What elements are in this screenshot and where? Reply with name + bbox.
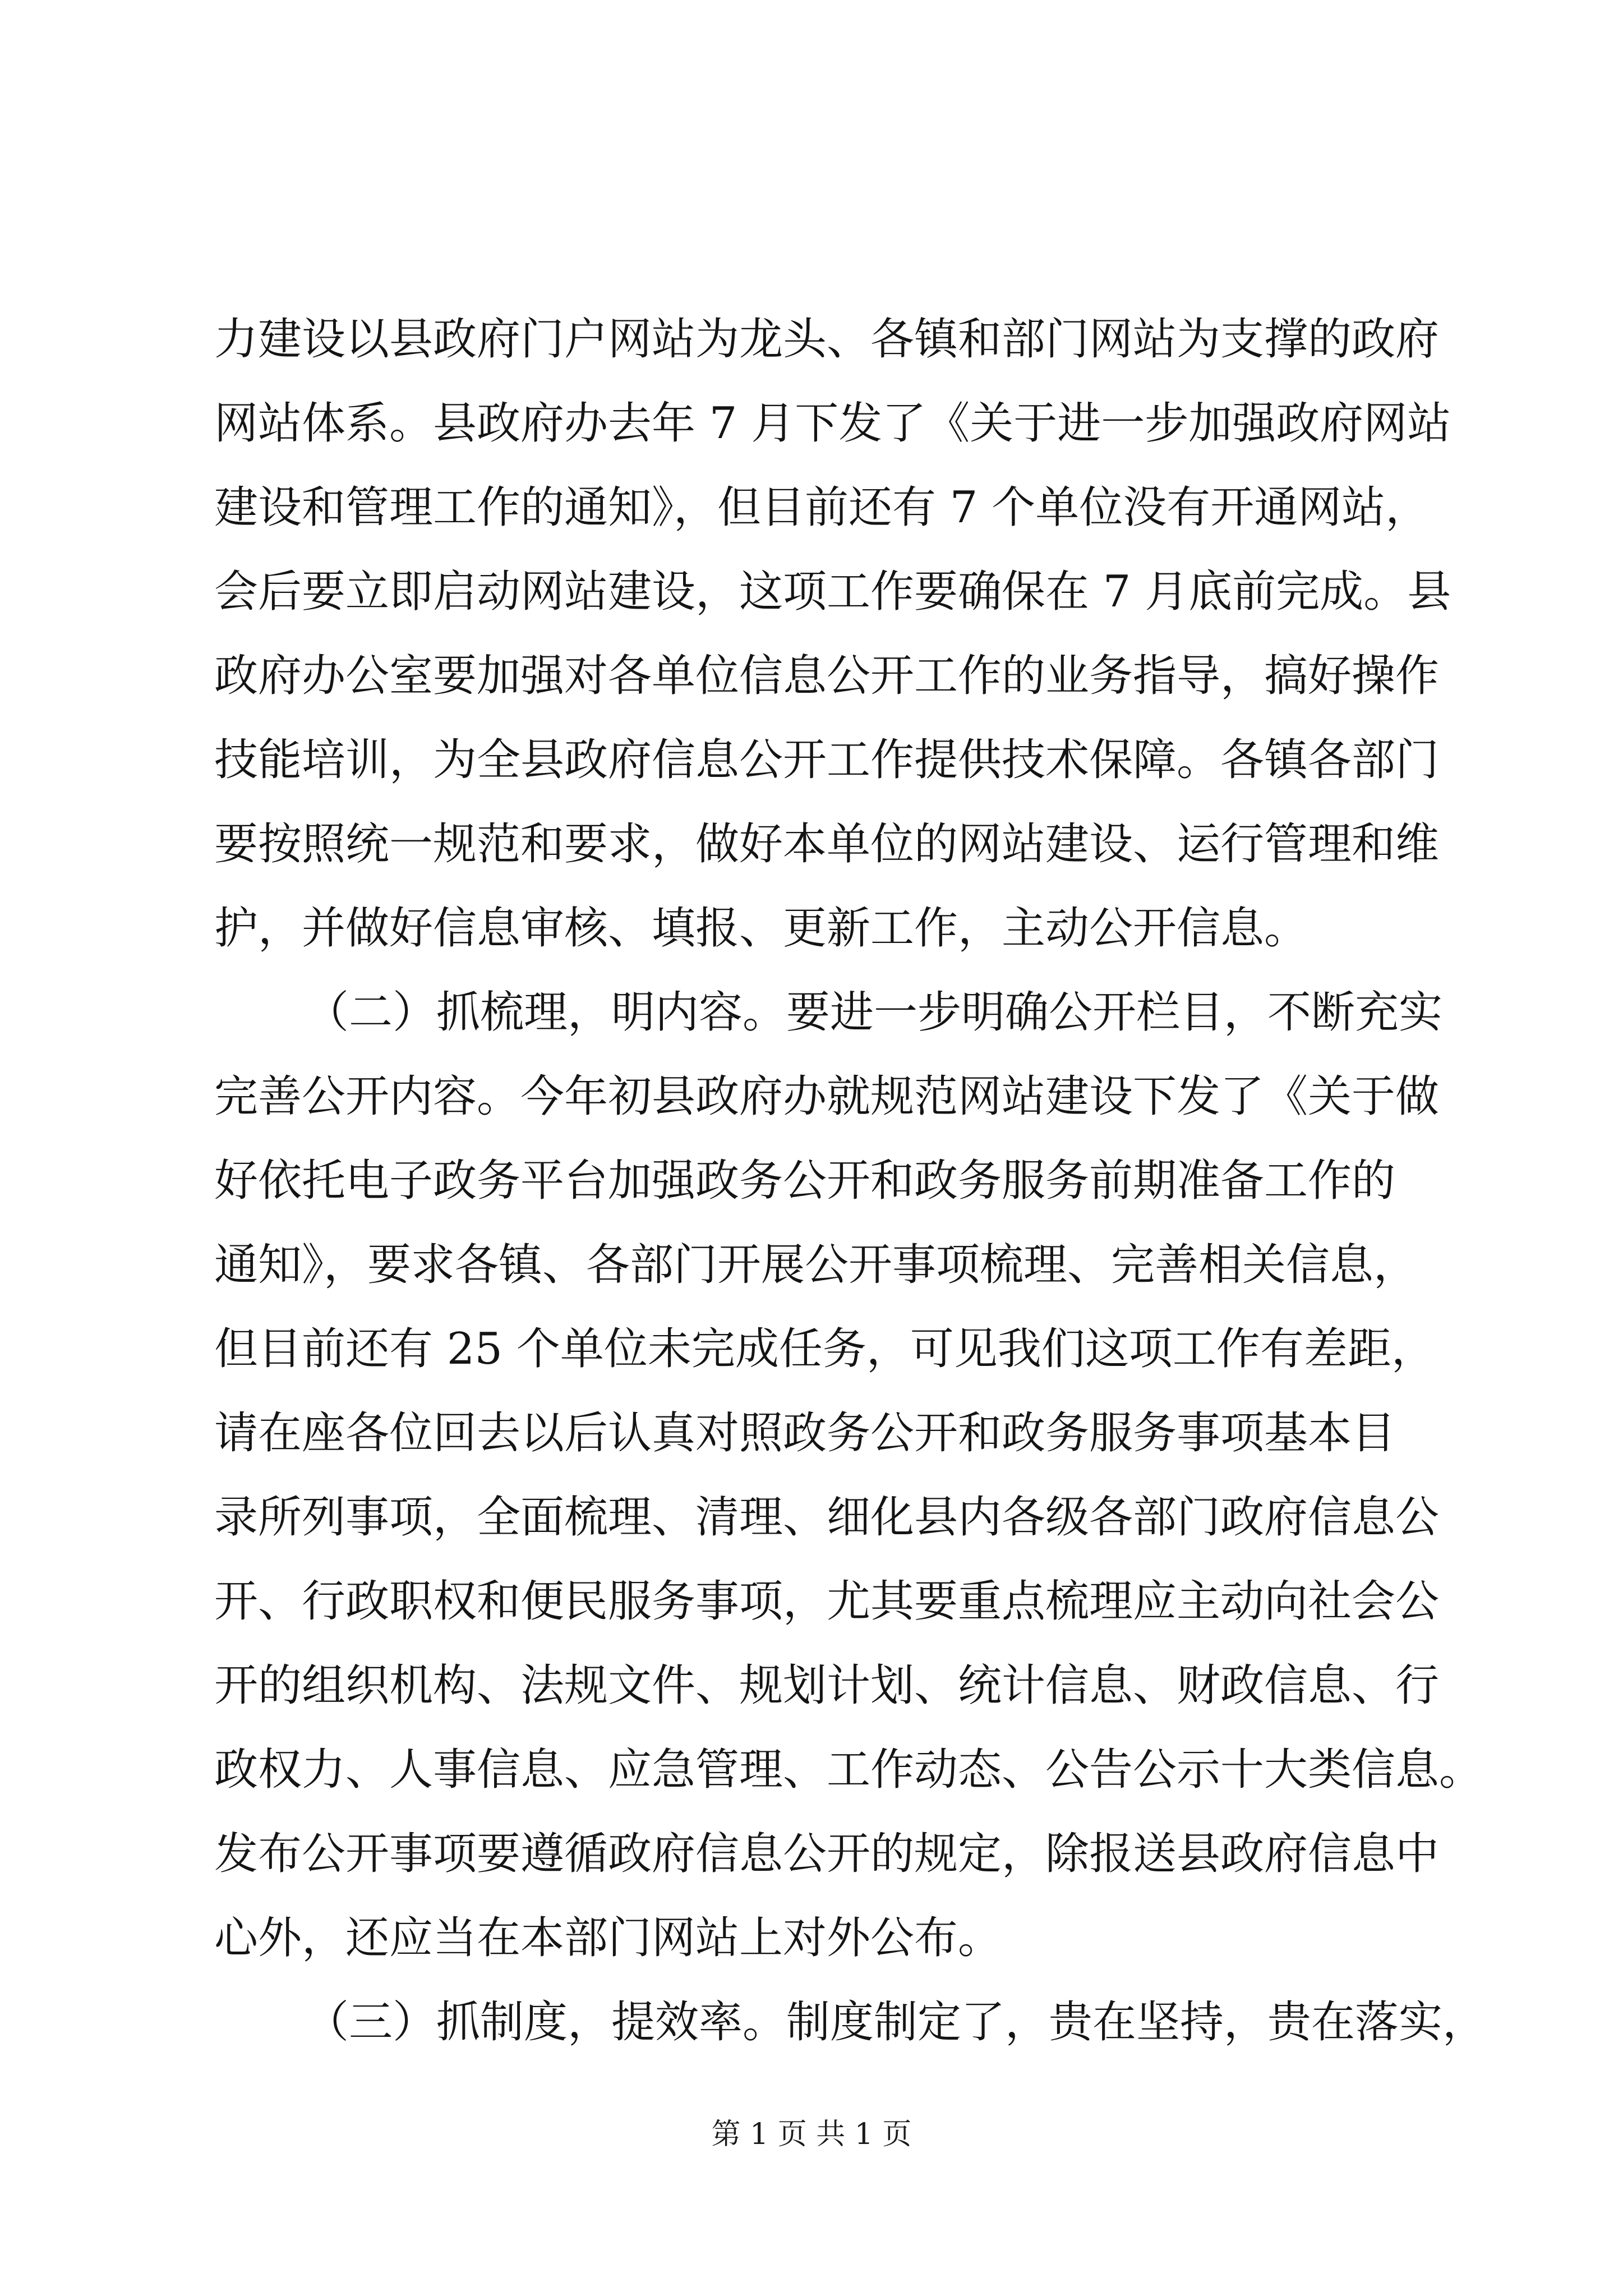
section-heading-line: （二）抓梳理，明内容。要进一步明确公开栏目，不断充实 [305, 987, 1443, 1038]
text-line: 护，并做好信息审核、填报、更新工作，主动公开信息。 [214, 903, 1308, 954]
text-line: 要按照统一规范和要求，做好本单位的网站建设、运行管理和维 [214, 819, 1440, 869]
text-line: 但目前还有 25 个单位未完成任务，可见我们这项工作有差距， [214, 1324, 1435, 1374]
text-line: 发布公开事项要遵循政府信息公开的规定，除报送县政府信息中 [214, 1829, 1440, 1879]
text-line: 技能培训，为全县政府信息公开工作提供技术保障。各镇各部门 [214, 735, 1440, 785]
text-line: 心外，还应当在本部门网站上对外公布。 [214, 1913, 1002, 1963]
page-number-footer: 第 1 页 共 1 页 [711, 2118, 912, 2151]
text-line: 政权力、人事信息、应急管理、工作动态、公告公示十大类信息。 [214, 1745, 1483, 1795]
text-line: 建设和管理工作的通知》，但目前还有 7 个单位没有开通网站， [214, 482, 1430, 533]
text-line: 会后要立即启动网站建设，这项工作要确保在 7 月底前完成。县 [214, 567, 1451, 617]
text-line: 网站体系。县政府办去年 7 月下发了《关于进一步加强政府网站 [214, 398, 1451, 449]
text-line: 开、行政职权和便民服务事项，尤其要重点梳理应主动向社会公 [214, 1576, 1440, 1627]
text-line: 完善公开内容。今年初县政府办就规范网站建设下发了《关于做 [214, 1071, 1440, 1122]
text-line: 通知》，要求各镇、各部门开展公开事项梳理、完善相关信息， [214, 1240, 1418, 1290]
text-line: 请在座各位回去以后认真对照政务公开和政务服务事项基本目 [214, 1408, 1396, 1458]
text-line: 力建设以县政府门户网站为龙头、各镇和部门网站为支撑的政府 [214, 314, 1440, 365]
text-line: 政府办公室要加强对各单位信息公开工作的业务指导，搞好操作 [214, 651, 1440, 701]
text-line: 开的组织机构、法规文件、规划计划、统计信息、财政信息、行 [214, 1660, 1440, 1711]
text-line: 好依托电子政务平台加强政务公开和政务服务前期准备工作的 [214, 1156, 1396, 1206]
section-heading-line: （三）抓制度，提效率。制度制定了，贵在坚持，贵在落实， [305, 1997, 1487, 2047]
text-line: 录所列事项，全面梳理、清理、细化县内各级各部门政府信息公 [214, 1492, 1440, 1543]
